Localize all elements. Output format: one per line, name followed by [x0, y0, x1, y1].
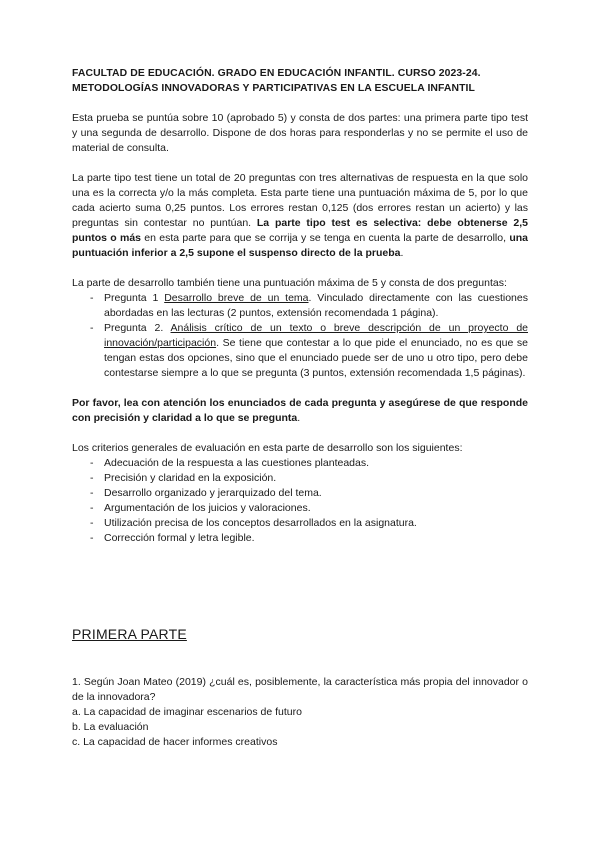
- test-text-1: La parte tipo test tiene un total de 20 preguntas con tres alternativas de respuesta en la que solo una es la correcta y/o la más completa. Esta parte tiene una puntuación máxima de 5, por lo que cada acierto suma 0,25 puntos. Los errores restan 0,125 (dos errores restan un acierto) y las preguntas sin contestar no puntúan.: [72, 172, 528, 229]
- exam-instructions: [72, 66, 528, 546]
- dash-marker: -: [90, 292, 94, 304]
- dash-marker: -: [90, 487, 94, 499]
- section-title: PRIMERA PARTE: [72, 626, 187, 642]
- dash-marker: -: [90, 457, 94, 469]
- criteria-item: [72, 486, 528, 501]
- dash-marker: -: [90, 502, 94, 514]
- criteria-item: [72, 501, 528, 516]
- criteria-item: [72, 531, 528, 546]
- dev-q1-underlined: Desarrollo breve de un tema: [164, 292, 309, 304]
- dev-questions-list: [72, 291, 528, 381]
- question-1: [72, 675, 528, 750]
- criteria-item: [72, 516, 528, 531]
- criteria-item-text: Utilización precisa de los conceptos desarrollados en la asignatura.: [104, 517, 417, 529]
- dev-question-2: [72, 321, 528, 381]
- criteria-item-text: Desarrollo organizado y jerarquizado del tema.: [104, 487, 322, 499]
- criteria-item-text: Precisión y claridad en la exposición.: [104, 472, 277, 484]
- question-1-option-b: b. La evaluación: [72, 721, 149, 733]
- dev-q2-prefix: Pregunta 2.: [104, 322, 171, 334]
- criteria-item: [72, 456, 528, 471]
- dash-marker: -: [90, 322, 94, 334]
- criteria-item-text: Adecuación de la respuesta a las cuestiones planteadas.: [104, 457, 370, 469]
- test-bold-1: La parte tipo test es selectiva: debe obtenerse 2,5 puntos o más: [72, 217, 528, 244]
- question-1-stem: 1. Según Joan Mateo (2019) ¿cuál es, posiblemente, la característica más propia del innovador o de la innovadora?: [72, 676, 528, 703]
- criteria-item: [72, 471, 528, 486]
- criteria-item-text: Corrección formal y letra legible.: [104, 532, 255, 544]
- criteria-list: [72, 456, 528, 546]
- dash-marker: -: [90, 517, 94, 529]
- dash-marker: -: [90, 472, 94, 484]
- test-text-3: .: [400, 247, 404, 259]
- criteria-intro: Los criterios generales de evaluación en esta parte de desarrollo son los siguientes:: [72, 442, 463, 454]
- header-line-2: METODOLOGÍAS INNOVADORAS Y PARTICIPATIVAS EN LA ESCUELA INFANTIL: [72, 83, 475, 94]
- test-text-2: en esta parte para que se corrija y se tenga en cuenta la parte de desarrollo,: [141, 232, 510, 244]
- test-part-paragraph: [72, 171, 528, 261]
- intro-paragraph: Esta prueba se puntúa sobre 10 (aprobado 5) y consta de dos partes: una primera parte tipo test y una segunda de desarrollo. Dispone de dos horas para responderlas y no se permite el uso de material de consulta.: [72, 112, 528, 154]
- dev-question-1: [72, 291, 528, 321]
- dev-q2-underlined: Análisis crítico de un texto o breve descripción de un proyecto de innovación/participación: [104, 322, 528, 349]
- dev-q1-rest: . Vinculado directamente con las cuestiones abordadas en las lecturas (2 puntos, extensión recomendada 1 página).: [104, 292, 528, 319]
- dev-part-intro: La parte de desarrollo también tiene una puntuación máxima de 5 y consta de dos preguntas:: [72, 277, 507, 289]
- dev-q1-prefix: Pregunta 1: [104, 292, 165, 304]
- test-bold-2: una puntuación inferior a 2,5 supone el suspenso directo de la prueba: [72, 232, 528, 259]
- dash-marker: -: [90, 532, 94, 544]
- dev-q2-rest: . Se tiene que contestar a lo que pide el enunciado, no es que se tengan estas dos opciones, sino que el enunciado puede ser de uno u otro tipo, pero debe contestarse siempre a lo que se pregunta (3 puntos, extensión recomendada 1,5 páginas).: [104, 337, 528, 379]
- header-line-1: FACULTAD DE EDUCACIÓN. GRADO EN EDUCACIÓN INFANTIL. CURSO 2023-24.: [72, 68, 481, 79]
- question-1-option-c: c. La capacidad de hacer informes creativos: [72, 736, 278, 748]
- notice-paragraph: [72, 396, 528, 426]
- question-1-option-a: a. La capacidad de imaginar escenarios de futuro: [72, 706, 302, 718]
- criteria-item-text: Argumentación de los juicios y valoraciones.: [104, 502, 311, 514]
- notice-bold: Por favor, lea con atención los enunciados de cada pregunta y asegúrese de que responde con precisión y claridad a lo que se pregunta: [72, 397, 528, 424]
- notice-end: .: [297, 412, 301, 424]
